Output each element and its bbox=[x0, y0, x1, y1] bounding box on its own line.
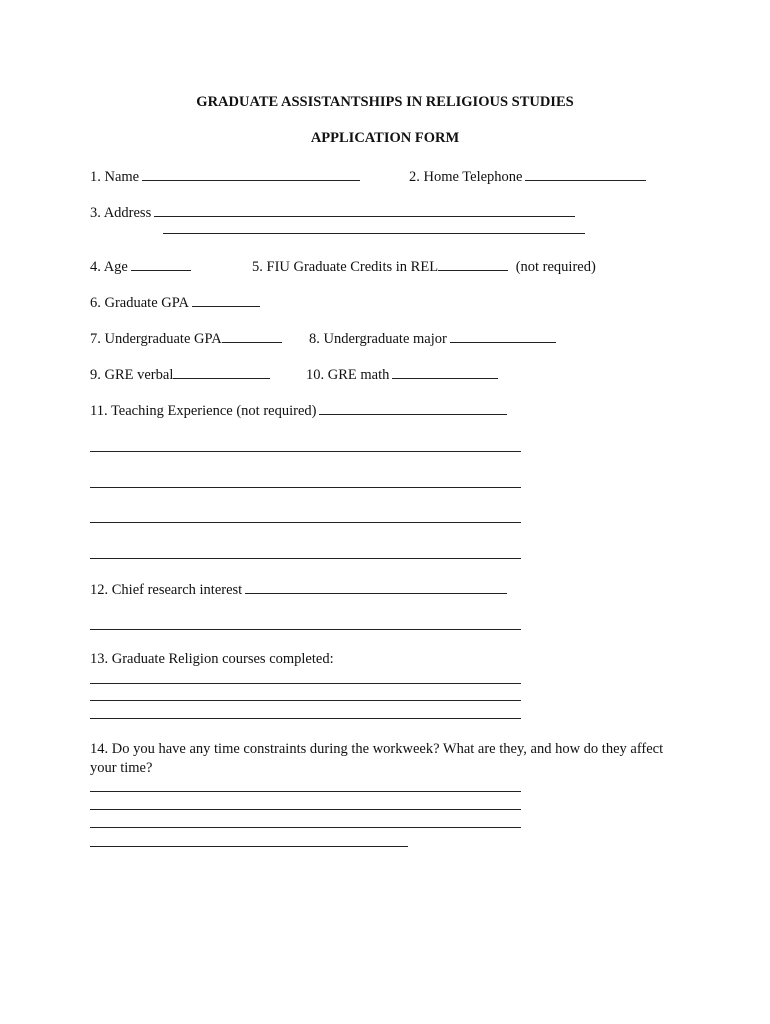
time-constraints-label: 14. Do you have any time constraints during the workweek? What are they, and how do they affect your time? bbox=[90, 741, 664, 776]
name-label: 1. Name bbox=[90, 169, 140, 185]
address-blank-2[interactable] bbox=[163, 233, 585, 234]
research-interest-blank-2[interactable] bbox=[90, 629, 521, 630]
fiu-credits-field bbox=[252, 256, 596, 276]
home-telephone-field bbox=[409, 166, 646, 186]
teaching-experience-blank-3[interactable] bbox=[90, 487, 521, 488]
undergraduate-major-blank[interactable] bbox=[450, 328, 556, 343]
gre-math-blank[interactable] bbox=[392, 364, 498, 379]
teaching-experience-blank-4[interactable] bbox=[90, 522, 521, 523]
time-constraints-blank-4[interactable] bbox=[90, 846, 408, 847]
time-constraints-blank-2[interactable] bbox=[90, 809, 521, 810]
undergraduate-major-label: 8. Undergraduate major bbox=[309, 331, 447, 347]
graduate-gpa-field bbox=[90, 292, 260, 312]
religion-courses-label: 13. Graduate Religion courses completed: bbox=[90, 651, 334, 667]
religion-courses-blank-1[interactable] bbox=[90, 683, 521, 684]
address-label: 3. Address bbox=[90, 205, 152, 221]
gre-verbal-label: 9. GRE verbal bbox=[90, 367, 174, 383]
research-interest-label: 12. Chief research interest bbox=[90, 582, 243, 598]
fiu-credits-blank[interactable] bbox=[438, 256, 508, 271]
name-blank[interactable] bbox=[142, 166, 360, 181]
gre-verbal-blank[interactable] bbox=[173, 364, 270, 379]
teaching-experience-blank-5[interactable] bbox=[90, 558, 521, 559]
undergraduate-gpa-field bbox=[90, 328, 282, 348]
religion-courses-blank-3[interactable] bbox=[90, 718, 521, 719]
undergraduate-major-field bbox=[309, 328, 556, 348]
fiu-credits-note: (not required) bbox=[515, 259, 596, 275]
research-interest-blank-1[interactable] bbox=[245, 579, 507, 594]
undergraduate-gpa-blank[interactable] bbox=[222, 328, 282, 343]
address-blank-1[interactable] bbox=[154, 202, 575, 217]
address-field bbox=[90, 202, 575, 222]
age-field bbox=[90, 256, 191, 276]
gre-verbal-field bbox=[90, 364, 270, 384]
graduate-gpa-label: 6. Graduate GPA bbox=[90, 295, 189, 311]
teaching-experience-label: 11. Teaching Experience (not required) bbox=[90, 403, 317, 419]
time-constraints-blank-3[interactable] bbox=[90, 827, 521, 828]
fiu-credits-label: 5. FIU Graduate Credits in REL bbox=[252, 259, 439, 275]
gre-math-label: 10. GRE math bbox=[306, 367, 390, 383]
religion-courses-blank-2[interactable] bbox=[90, 700, 521, 701]
teaching-experience-blank-1[interactable] bbox=[319, 400, 507, 415]
age-blank[interactable] bbox=[131, 256, 191, 271]
teaching-experience-field bbox=[90, 400, 507, 420]
form-title: GRADUATE ASSISTANTSHIPS IN RELIGIOUS STUDIES bbox=[196, 94, 574, 110]
research-interest-field bbox=[90, 579, 507, 599]
form-subtitle: APPLICATION FORM bbox=[310, 130, 460, 146]
age-label: 4. Age bbox=[90, 259, 128, 275]
undergraduate-gpa-label: 7. Undergraduate GPA bbox=[90, 331, 222, 347]
graduate-gpa-blank[interactable] bbox=[192, 292, 260, 307]
name-field bbox=[90, 166, 360, 186]
home-telephone-label: 2. Home Telephone bbox=[409, 169, 523, 185]
teaching-experience-blank-2[interactable] bbox=[90, 451, 521, 452]
home-telephone-blank[interactable] bbox=[525, 166, 646, 181]
time-constraints-blank-1[interactable] bbox=[90, 791, 521, 792]
gre-math-field bbox=[306, 364, 498, 384]
